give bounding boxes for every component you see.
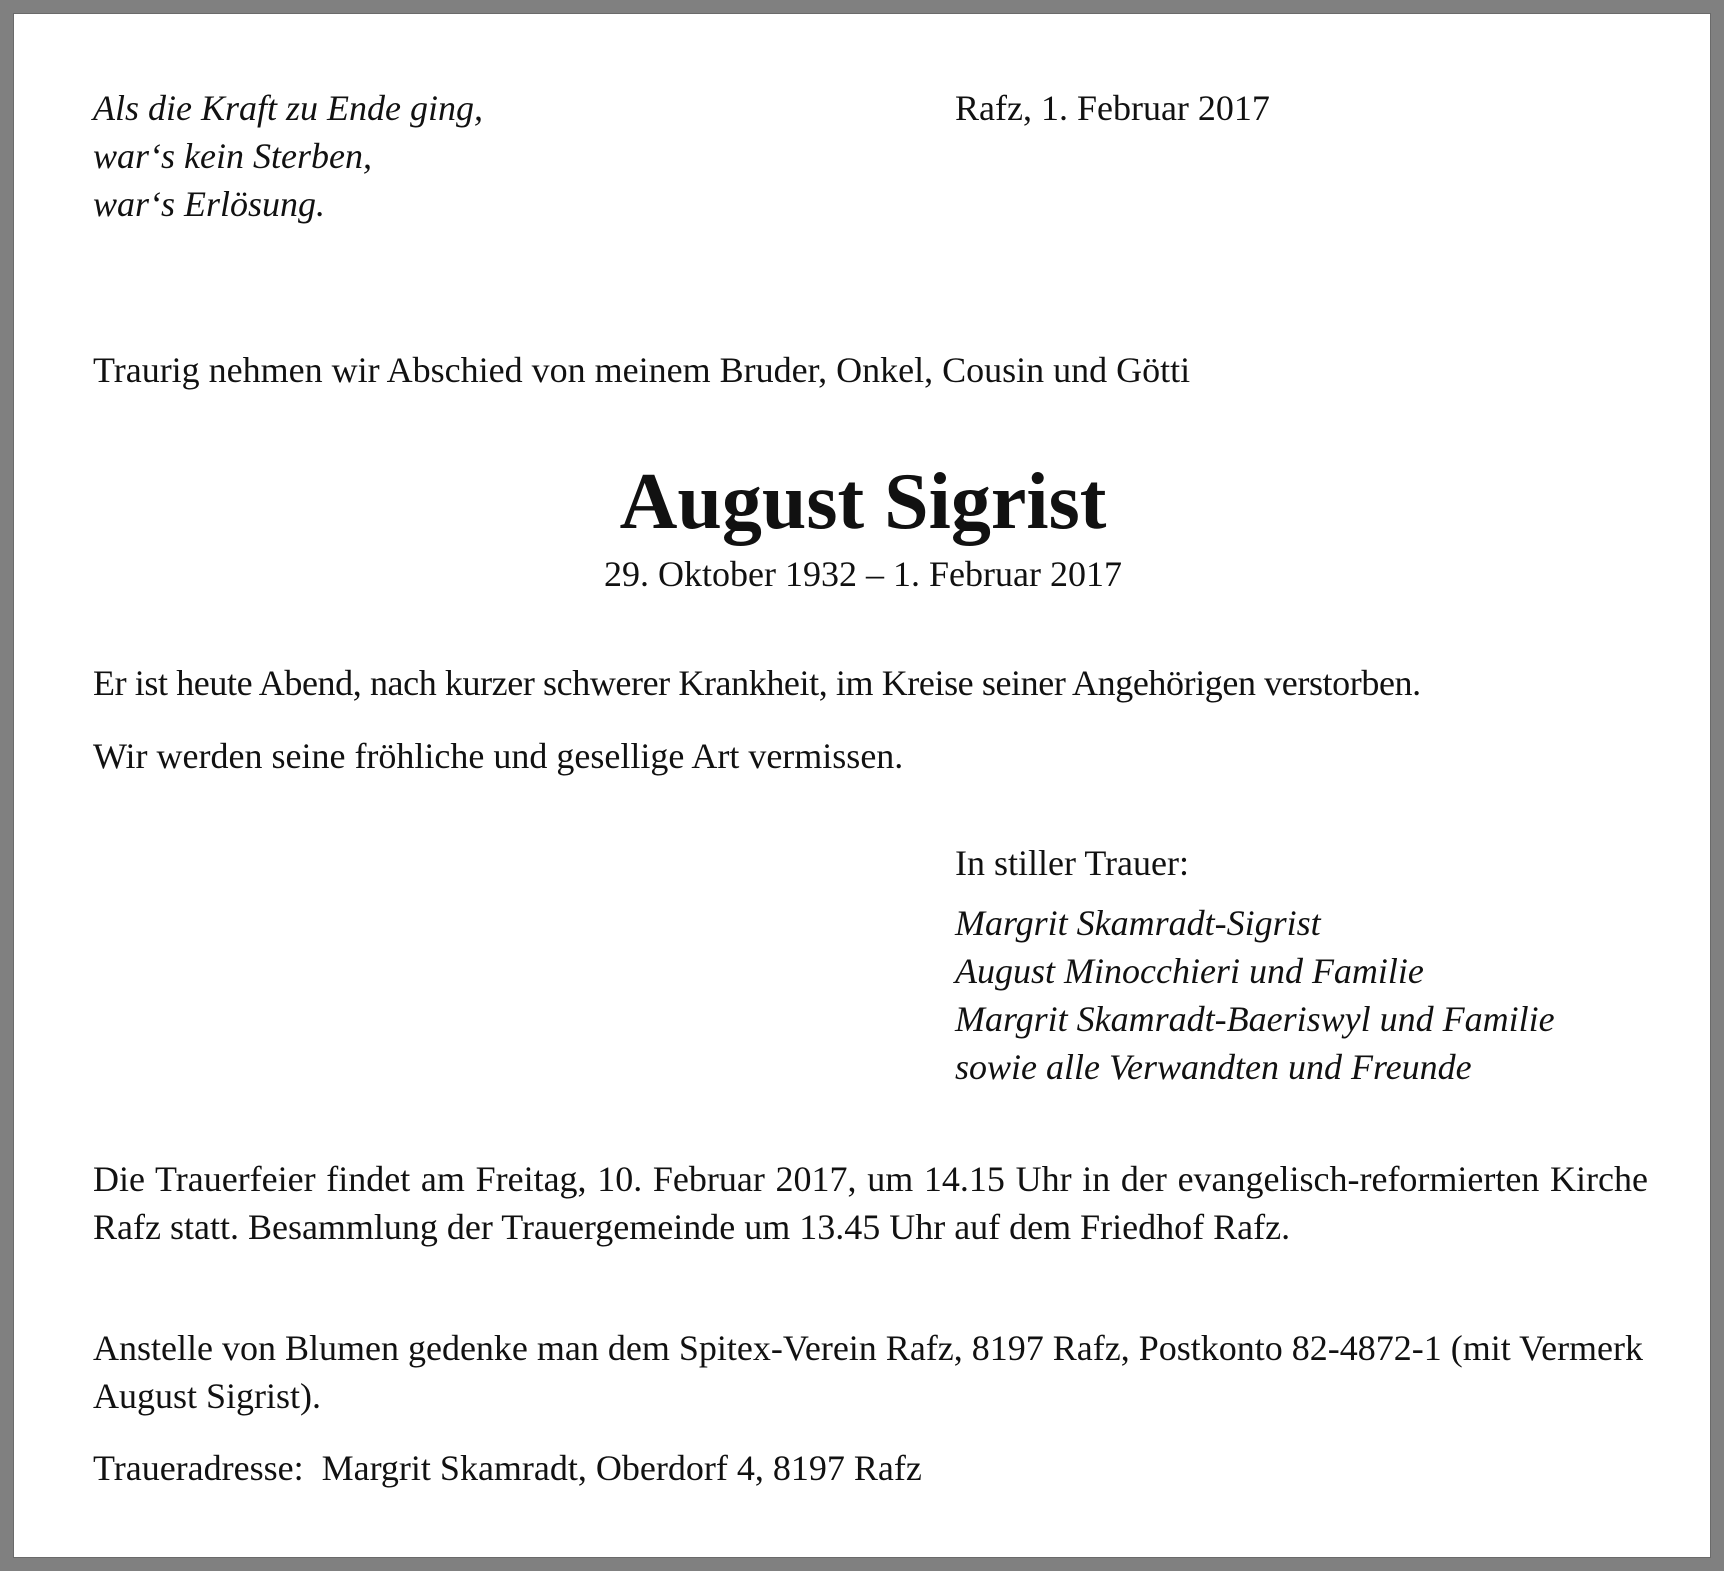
place-date: Rafz, 1. Februar 2017 <box>955 88 1270 128</box>
poem-line: Als die Kraft zu Ende ging, <box>93 88 483 128</box>
poem-line: war‘s kein Sterben, <box>93 136 372 176</box>
passing-paragraph: Er ist heute Abend, nach kurzer schwerer Krankheit, im Kreise seiner Angehörigen verstorben. <box>93 663 1421 703</box>
mourners-list <box>955 899 1555 1091</box>
intro-text: Traurig nehmen wir Abschied von meinem Bruder, Onkel, Cousin und Götti <box>93 350 1191 390</box>
poem-verse <box>93 84 483 228</box>
mourner-entry: sowie alle Verwandten und Freunde <box>955 1047 1472 1087</box>
deceased-name: August Sigrist <box>619 458 1107 546</box>
mourning-label: In stiller Trauer: <box>955 843 1189 883</box>
mourner-entry: August Minocchieri und Familie <box>955 951 1424 991</box>
address-value: Margrit Skamradt, Oberdorf 4, 8197 Rafz <box>321 1448 922 1488</box>
funeral-paragraph: Die Trauerfeier findet am Freitag, 10. Februar 2017, um 14.15 Uhr in der evangelisch-reformierten Kirche Rafz statt. Besammlung der Trauergemeinde um 13.45 Uhr auf dem Friedhof Rafz. <box>93 1159 1648 1247</box>
mourning-address <box>93 1444 1648 1492</box>
obituary-page <box>13 13 1711 1558</box>
mourner-entry: Margrit Skamradt-Sigrist <box>955 903 1321 943</box>
poem-line: war‘s Erlösung. <box>93 184 326 224</box>
donation-paragraph: Anstelle von Blumen gedenke man dem Spitex-Verein Rafz, 8197 Rafz, Postkonto 82-4872-1 (mit Vermerk August Sigrist). <box>93 1328 1644 1416</box>
remembrance-paragraph: Wir werden seine fröhliche und gesellige Art vermissen. <box>93 736 904 776</box>
lifespan-dates: 29. Oktober 1932 – 1. Februar 2017 <box>604 554 1122 594</box>
address-label: Traueradresse: <box>93 1448 304 1488</box>
mourner-entry: Margrit Skamradt-Baeriswyl und Familie <box>955 999 1555 1039</box>
